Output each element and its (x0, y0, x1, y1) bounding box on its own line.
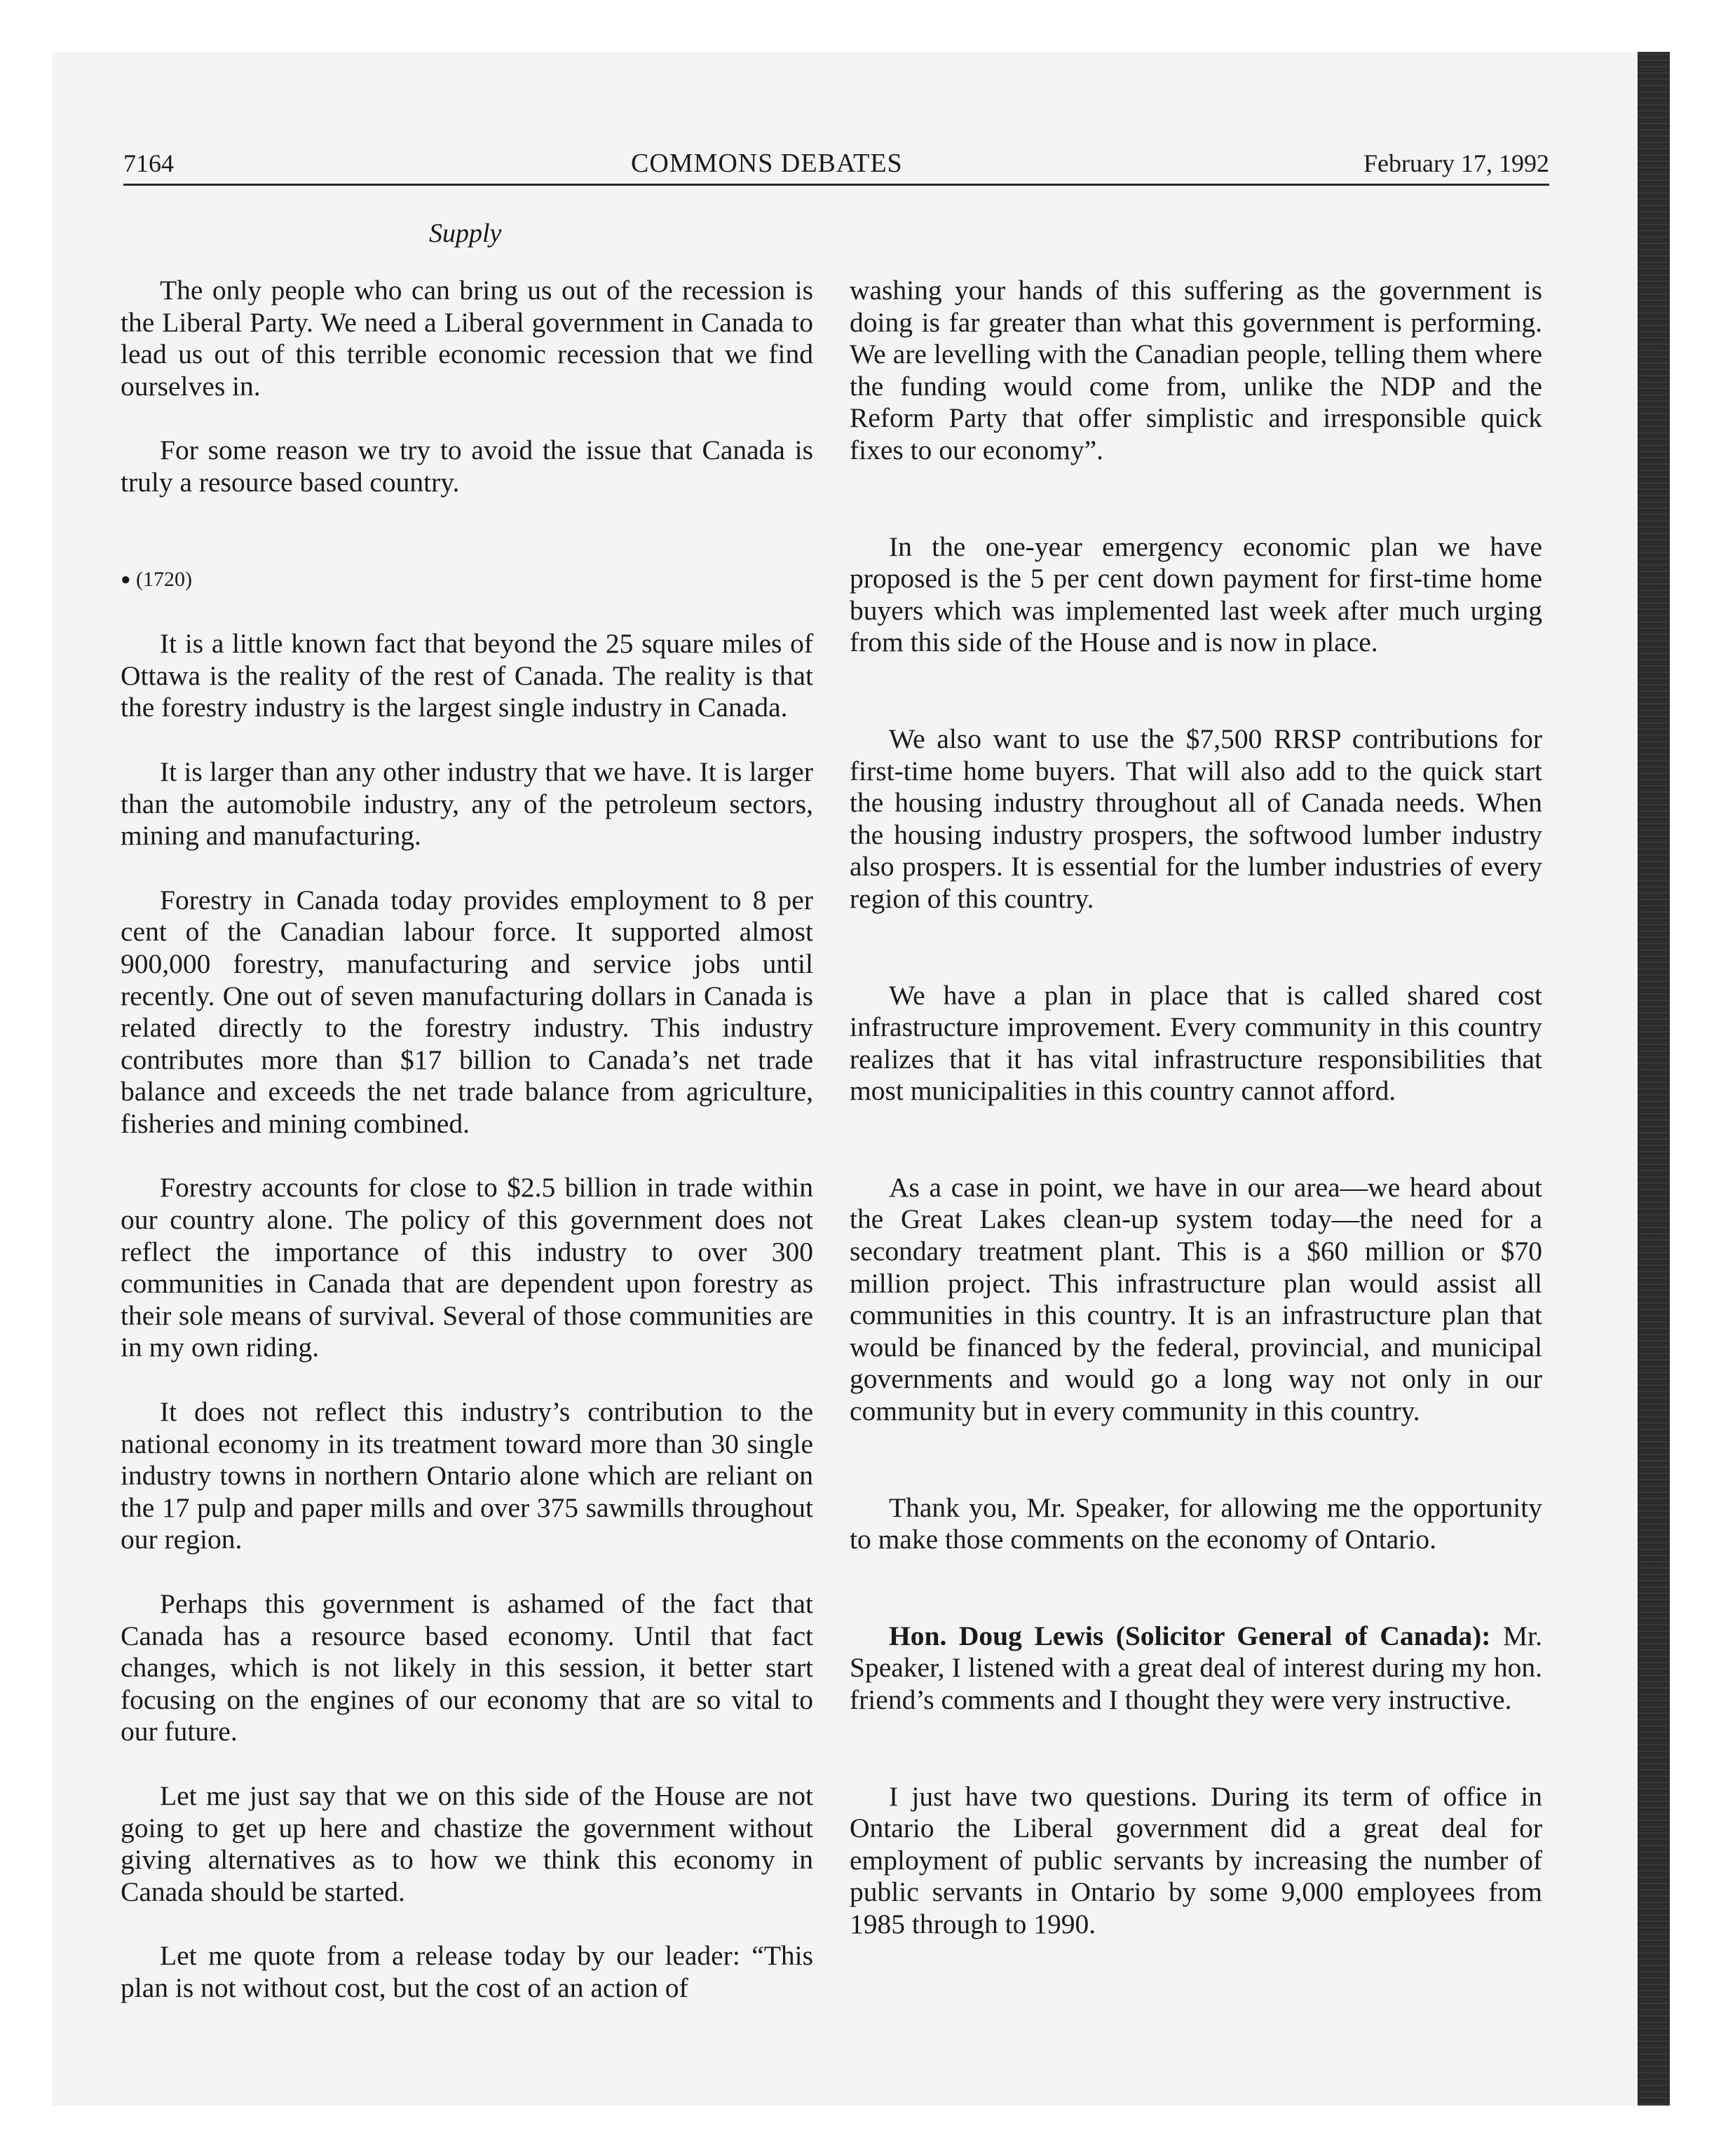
paragraph: It is larger than any other industry that we have. It is larger than the automobile industry, any of the petroleum sectors, mining and manufacturing. (121, 756, 813, 852)
paragraph: As a case in point, we have in our area—we heard about the Great Lakes clean-up system today—the need for a secondary treatment plant. This is a $60 million or $70 million project. This infrastructure plan would assist all communities in this country. It is an infrastructure plan that would be financed by the federal, provincial, and municipal governments and would go a long way not only in our community but in every community in this country. (850, 1171, 1542, 1427)
paragraph: The only people who can bring us out of the recession is the Liberal Party. We need a Liberal government in Canada to lead us out of this terrible economic recession that we find ourselves in. (121, 275, 813, 402)
paragraph: In the one-year emergency economic plan we have proposed is the 5 per cent down payment for first-time home buyers which was implemented last week after much urging from this side of the House and is now in place. (850, 531, 1542, 658)
paragraph: Let me quote from a release today by our leader: “This plan is not without cost, but the cost of an action of (121, 1940, 813, 2003)
paragraph: Forestry accounts for close to $2.5 billion in trade within our country alone. The policy of this government does not reflect the importance of this industry to over 300 communities in Canada that are dependent upon forestry as their sole means of survival. Several of those communities are in my own riding. (121, 1172, 813, 1363)
journal-title: COMMONS DEBATES (631, 149, 903, 178)
time-stamp-text: (1720) (136, 567, 192, 591)
section-heading: Supply (429, 219, 502, 248)
paragraph: I just have two questions. During its term of office in Ontario the Liberal government did a great deal for employment of public servants by increasing the number of public servants in Ontario by some 9,000 employees from 1985 through to 1990. (850, 1780, 1542, 1939)
speaker-paragraph (850, 1621, 1542, 1717)
paragraph: We have a plan in place that is called shared cost infrastructure improvement. Every community in this country realizes that it has vital infrastructure responsibilities that most municipalities in this country cannot afford. (850, 979, 1542, 1107)
paragraph: It does not reflect this industry’s contribution to the national economy in its treatment toward more than 30 single industry towns in northern Ontario alone which are reliant on the 17 pulp and paper mills and over 375 sawmills throughout our region. (121, 1396, 813, 1555)
time-stamp (121, 564, 813, 596)
paragraph: Thank you, Mr. Speaker, for allowing me the opportunity to make those comments on the economy of Ontario. (850, 1492, 1542, 1555)
paragraph: For some reason we try to avoid the issue that Canada is truly a resource based country. (121, 435, 813, 498)
paragraph: It is a little known fact that beyond the 25 square miles of Ottawa is the reality of the rest of Canada. The reality is that the forestry industry is the largest single industry in Canada. (121, 628, 813, 723)
paragraph: Let me just say that we on this side of the House are not going to get up here and chastize the government without giving alternatives as to how we think this economy in Canada should be started. (121, 1780, 813, 1907)
left-column (121, 275, 813, 2037)
speaker-name: Hon. Doug Lewis (Solicitor General of Canada): (889, 1620, 1491, 1651)
scan-edge-strip (1638, 52, 1670, 2106)
paragraph: Perhaps this government is ashamed of the fact that Canada has a resource based economy. Until that fact changes, which is not likely in this session, it better start focusing on the engines of our economy that are so vital to our future. (121, 1588, 813, 1747)
speaker-text: Mr. Speaker, I listened with a great deal of interest during my hon. friend’s comments and I thought they were very instructive. (850, 1620, 1543, 1715)
issue-date: February 17, 1992 (1363, 149, 1549, 177)
bullet-icon: ● (121, 570, 131, 589)
paragraph: We also want to use the $7,500 RRSP contributions for first-time home buyers. That will also add to the quick start the housing industry throughout all of Canada needs. When the housing industry prospers, the softwood lumber industry also prospers. It is essential for the lumber industries of every region of this country. (850, 723, 1542, 914)
paragraph: Forestry in Canada today provides employment to 8 per cent of the Canadian labour force. It supported almost 900,000 forestry, manufacturing and service jobs until recently. One out of seven manufacturing dollars in Canada is related directly to the forestry industry. This industry contributes more than $17 billion to Canada’s net trade balance and exceeds the net trade balance from agriculture, fisheries and mining combined. (121, 884, 813, 1139)
page-number: 7164 (123, 149, 174, 177)
right-column (850, 275, 1542, 1973)
header-rule (123, 184, 1549, 186)
paragraph: washing your hands of this suffering as the government is doing is far greater than what this government is performing. We are levelling with the Canadian people, telling them where the funding would come from, unlike the NDP and the Reform Party that offer simplistic and irresponsible quick fixes to our economy”. (850, 275, 1542, 465)
